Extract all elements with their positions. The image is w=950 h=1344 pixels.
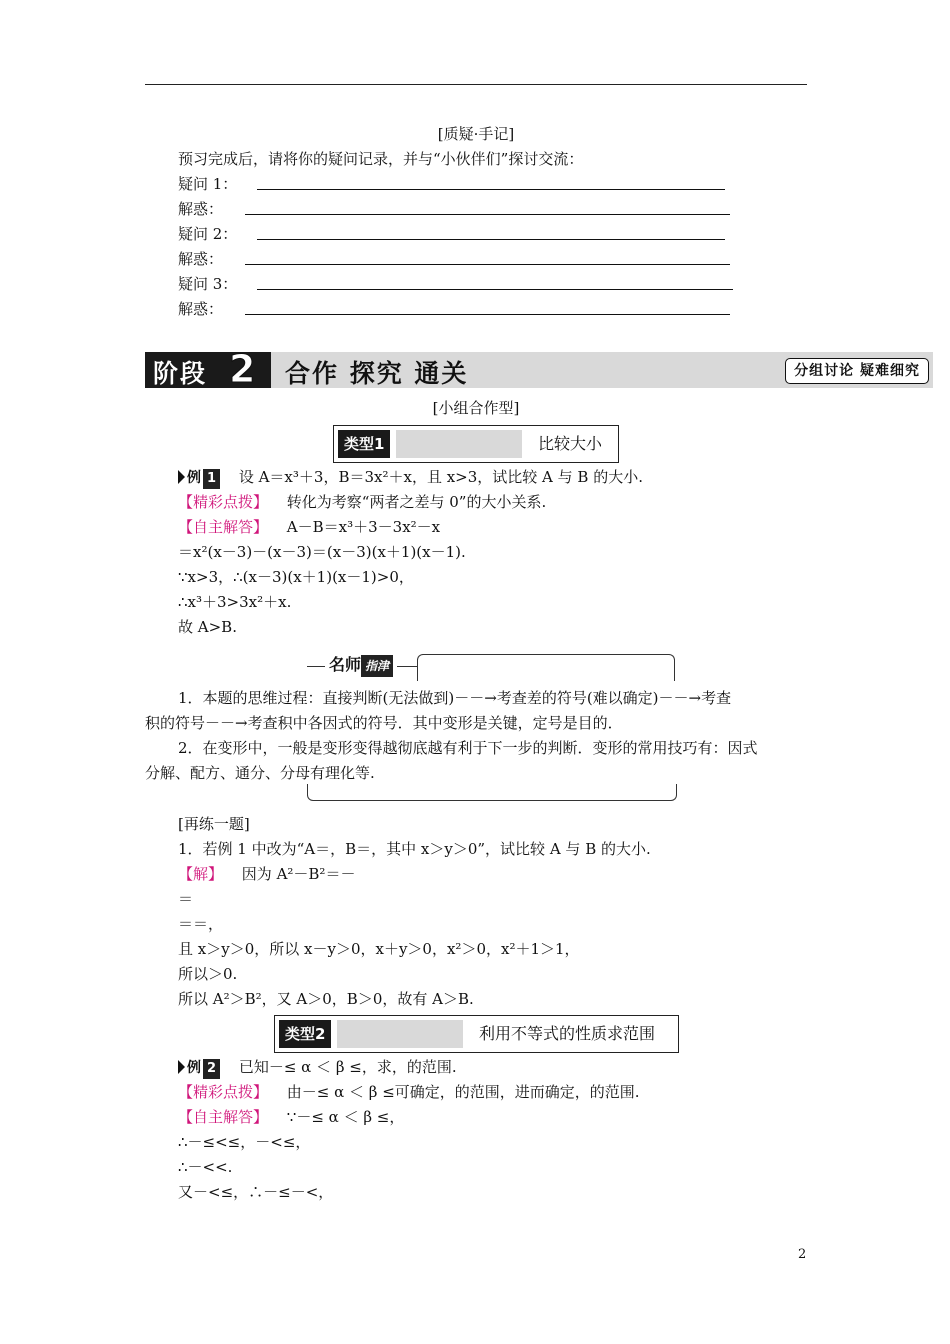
practice-title: [再练一题] xyxy=(178,815,250,833)
top-rule xyxy=(145,84,807,85)
answer-2-line xyxy=(245,264,730,265)
question-2-line xyxy=(257,239,725,240)
example1-question: 设 A＝x³＋3，B＝3x²＋x，且 x>3，试比较 A 与 B 的大小. xyxy=(238,468,643,486)
example2-answer-line: ∴－≤<≤，－<≤， xyxy=(178,1133,311,1151)
example1-answer-tag: 【自主解答】 xyxy=(178,518,269,536)
example1-tag xyxy=(178,468,220,489)
practice-solution-first: 因为 A²－B²＝－ xyxy=(241,865,356,883)
practice-question: 1．若例 1 中改为“A＝，B＝，其中 x＞y＞0”，试比较 A 与 B 的大小. xyxy=(178,840,651,858)
example2-tag xyxy=(178,1058,220,1079)
guide-label xyxy=(325,654,397,677)
example1-answer-line: ∵x>3，∴(x－3)(x＋1)(x－1)>0， xyxy=(178,568,414,586)
example1-row xyxy=(178,467,643,489)
question-1-line xyxy=(257,189,725,190)
example2-answer-row xyxy=(178,1107,404,1127)
example2-question: 已知－≤ α ＜ β ≤，求，的范围. xyxy=(238,1058,457,1076)
type1-box xyxy=(333,425,619,463)
example2-label: 例 xyxy=(187,1060,201,1076)
example1-label: 例 xyxy=(187,470,201,486)
answer-3-line xyxy=(245,314,730,315)
question-3-label: 疑问 3： xyxy=(178,275,238,293)
stage-banner xyxy=(145,348,933,390)
example1-answer-line: 故 A>B. xyxy=(178,618,237,636)
guide-paragraph-2b: 分解、配方、通分、分母有理化等. xyxy=(145,764,375,782)
example2-row xyxy=(178,1057,457,1079)
type1-gray-bar xyxy=(396,430,522,458)
practice-solution-tag: 【解】 xyxy=(178,865,224,883)
answer-3-label: 解惑： xyxy=(178,300,224,318)
question-2-label: 疑问 2： xyxy=(178,225,238,243)
practice-line: ＝ xyxy=(178,890,194,908)
guide-paragraph-1b: 积的符号－－→考查积中各因式的符号．其中变形是关键，定号是目的． xyxy=(145,714,623,732)
section-title: [质疑·手记] xyxy=(437,125,515,143)
example1-answer-first: A－B＝x³＋3－3x²－x xyxy=(286,518,441,536)
type2-label: 类型2 xyxy=(279,1020,331,1048)
example1-hint: 转化为考察“两者之差与 0”的大小关系. xyxy=(286,493,547,511)
guide-label-text: 名师 xyxy=(329,655,362,674)
banner-tag: 分组讨论 疑难细究 xyxy=(785,358,929,384)
intro-text: 预习完成后，请将你的疑问记录，并与“小伙伴们”探讨交流： xyxy=(178,150,584,168)
guide-label-highlight: 指津 xyxy=(361,655,393,677)
type1-text: 比较大小 xyxy=(538,434,603,453)
example2-number: 2 xyxy=(203,1059,220,1079)
example1-answer-line: ＝x²(x－3)－(x－3)＝(x－3)(x＋1)(x－1). xyxy=(178,543,466,561)
answer-1-line xyxy=(245,214,730,215)
question-1-label: 疑问 1： xyxy=(178,175,238,193)
example2-answer-line: 又－<≤，∴－≤－<， xyxy=(178,1183,334,1201)
practice-line: 且 x＞y＞0，所以 x－y＞0，x＋y＞0，x²＞0，x²＋1＞1， xyxy=(178,940,580,958)
banner-stage-text: 阶段 xyxy=(153,359,208,388)
type2-gray-bar xyxy=(337,1020,463,1048)
practice-line: 所以＞0. xyxy=(178,965,238,983)
example2-hint-row xyxy=(178,1082,640,1102)
type2-box xyxy=(274,1015,679,1053)
banner-title: 合作 探究 通关 xyxy=(285,359,469,388)
example2-answer-first: ∵－≤ α ＜ β ≤， xyxy=(286,1108,405,1126)
type2-text: 利用不等式的性质求范围 xyxy=(479,1024,656,1043)
page-number: 2 xyxy=(798,1247,807,1262)
guide-paragraph-2a: 2．在变形中，一般是变形变得越彻底越有利于下一步的判断．变形的常用技巧有：因式 xyxy=(178,739,758,757)
answer-1-label: 解惑： xyxy=(178,200,224,218)
guide-footer-frame xyxy=(307,784,677,801)
guide-paragraph-1a: 1．本题的思维过程：直接判断(无法做到)－－→考查差的符号(难以确定)－－→考查 xyxy=(178,689,732,707)
practice-solution-row xyxy=(178,864,355,884)
group-type-title: [小组合作型] xyxy=(432,399,520,417)
guide-header xyxy=(307,654,675,680)
example1-hint-tag: 【精彩点拨】 xyxy=(178,493,269,511)
example2-answer-tag: 【自主解答】 xyxy=(178,1108,269,1126)
question-3-line xyxy=(257,289,733,290)
example1-answer-line: ∴x³＋3>3x²＋x. xyxy=(178,593,292,611)
type1-label: 类型1 xyxy=(338,430,390,458)
answer-2-label: 解惑： xyxy=(178,250,224,268)
example-arrow-icon xyxy=(178,470,185,484)
example1-answer-row xyxy=(178,517,440,537)
example2-answer-line: ∴－<<. xyxy=(178,1158,233,1176)
practice-line: ＝＝， xyxy=(178,915,224,933)
guide-header-frame xyxy=(417,654,675,681)
example2-hint-tag: 【精彩点拨】 xyxy=(178,1083,269,1101)
example1-hint-row xyxy=(178,492,546,512)
banner-stage-number: 2 xyxy=(229,347,256,391)
example-arrow-icon xyxy=(178,1060,185,1074)
practice-line: 所以 A²＞B²，又 A＞0，B＞0，故有 A＞B. xyxy=(178,990,474,1008)
example1-number: 1 xyxy=(203,469,220,489)
example2-hint: 由－≤ α ＜ β ≤可确定，的范围，进而确定，的范围. xyxy=(286,1083,640,1101)
